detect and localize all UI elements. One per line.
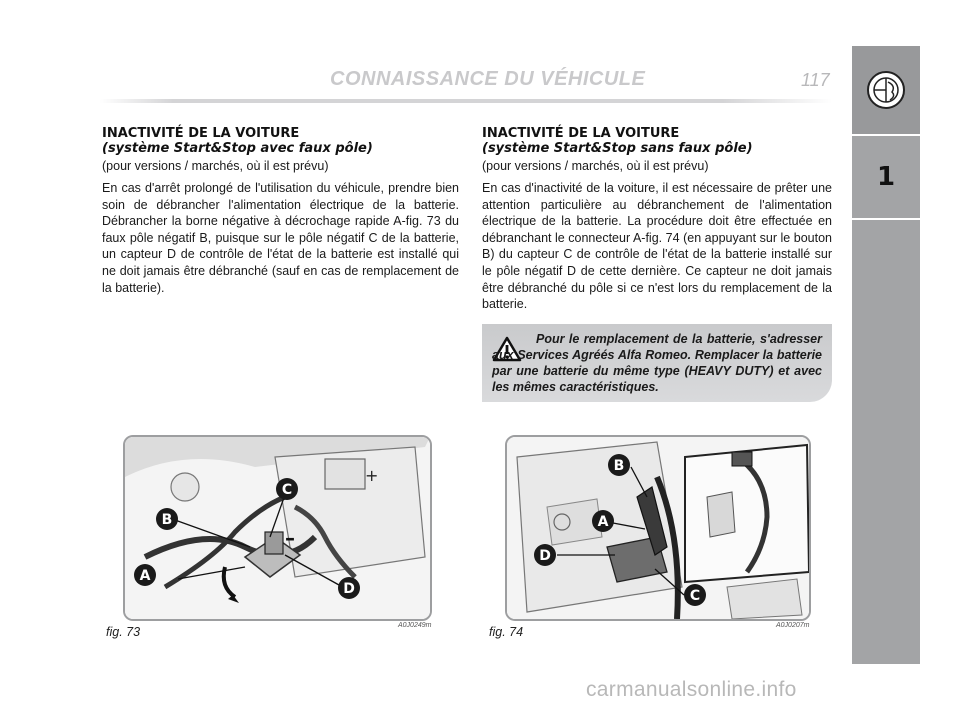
figure-73-code: A0J0249m bbox=[398, 622, 432, 629]
figure-74 bbox=[505, 435, 811, 621]
watermark-text: carmanualsonline.info bbox=[586, 678, 797, 701]
running-header-title: CONNAISSANCE DU VÉHICULE bbox=[330, 68, 646, 90]
callout-a-label: A bbox=[597, 514, 609, 530]
callout-b-label: B bbox=[613, 458, 625, 474]
right-section-body: En cas d'inactivité de la voiture, il est nécessaire de prêter une attention particulière au débranchement de l'alimentation électrique de la batterie. La procédure doit être effectuée en débranchant le connecteur A-fig. 74 (en appuyant sur le bouton B) du capteur C de contrôle de l'état de la batterie installé sur le pôle négatif D de cette dernière. Ce capteur ne doit jamais être débranché du pôle si ce n'est lors du remplacement de la batterie. bbox=[482, 181, 832, 312]
right-section-subtitle: (système Start&Stop sans faux pôle) bbox=[482, 141, 753, 156]
left-section bbox=[102, 126, 459, 296]
figure-73-illustration bbox=[125, 437, 430, 619]
logo-box bbox=[852, 46, 920, 136]
warning-indent bbox=[492, 342, 536, 343]
left-section-subtitle: (système Start&Stop avec faux pôle) bbox=[102, 141, 373, 156]
callout-d-label: D bbox=[539, 548, 551, 564]
figure-73-label: fig. 73 bbox=[106, 625, 141, 639]
warning-text: Pour le remplacement de la batterie, s'adresser aux Services Agréés Alfa Romeo. Remplacer la batterie par une batterie du même type (HEAVY DUTY) et avec les mêmes caractéristiques. bbox=[492, 332, 822, 394]
chapter-number: 1 bbox=[876, 162, 896, 192]
figure-74-label: fig. 74 bbox=[489, 625, 524, 639]
figure-74-code: A0J0207m bbox=[776, 622, 810, 629]
alfa-romeo-logo-icon bbox=[866, 70, 906, 110]
right-section-title: INACTIVITÉ DE LA VOITURE bbox=[482, 126, 680, 141]
chapter-box bbox=[852, 136, 920, 220]
callout-c-label: C bbox=[281, 482, 293, 498]
callout-d-label: D bbox=[343, 581, 355, 597]
warning-box bbox=[482, 324, 832, 402]
left-section-body: En cas d'arrêt prolongé de l'utilisation du véhicule, prendre bien soin de débrancher l'alimentation électrique de la batterie. Débrancher la borne négative à décrochage rapide A-fig. 73 du faux pôle négatif B, puisque sur le pôle négatif C de la batterie, un capteur D de contrôle de l'état de la batterie est installé qui ne doit jamais être débranché (sauf en cas de remplacement de la batterie). bbox=[102, 181, 459, 295]
page-number: 117 bbox=[801, 70, 830, 90]
left-section-title: INACTIVITÉ DE LA VOITURE bbox=[102, 126, 300, 141]
warning-text-block bbox=[492, 331, 822, 395]
right-section bbox=[482, 126, 832, 313]
positive-terminal-symbol: + bbox=[365, 466, 379, 485]
callout-b-label: B bbox=[161, 512, 173, 528]
figure-74-illustration bbox=[507, 437, 809, 619]
figure-73 bbox=[123, 435, 432, 621]
left-section-note: (pour versions / marchés, où il est prévu) bbox=[102, 159, 329, 173]
callout-a-label: A bbox=[139, 568, 151, 584]
header-divider bbox=[100, 99, 832, 103]
chapter-sidebar bbox=[852, 46, 920, 664]
negative-terminal-symbol: – bbox=[285, 526, 295, 550]
right-section-note: (pour versions / marchés, où il est prévu) bbox=[482, 159, 709, 173]
callout-c-label: C bbox=[689, 588, 701, 604]
